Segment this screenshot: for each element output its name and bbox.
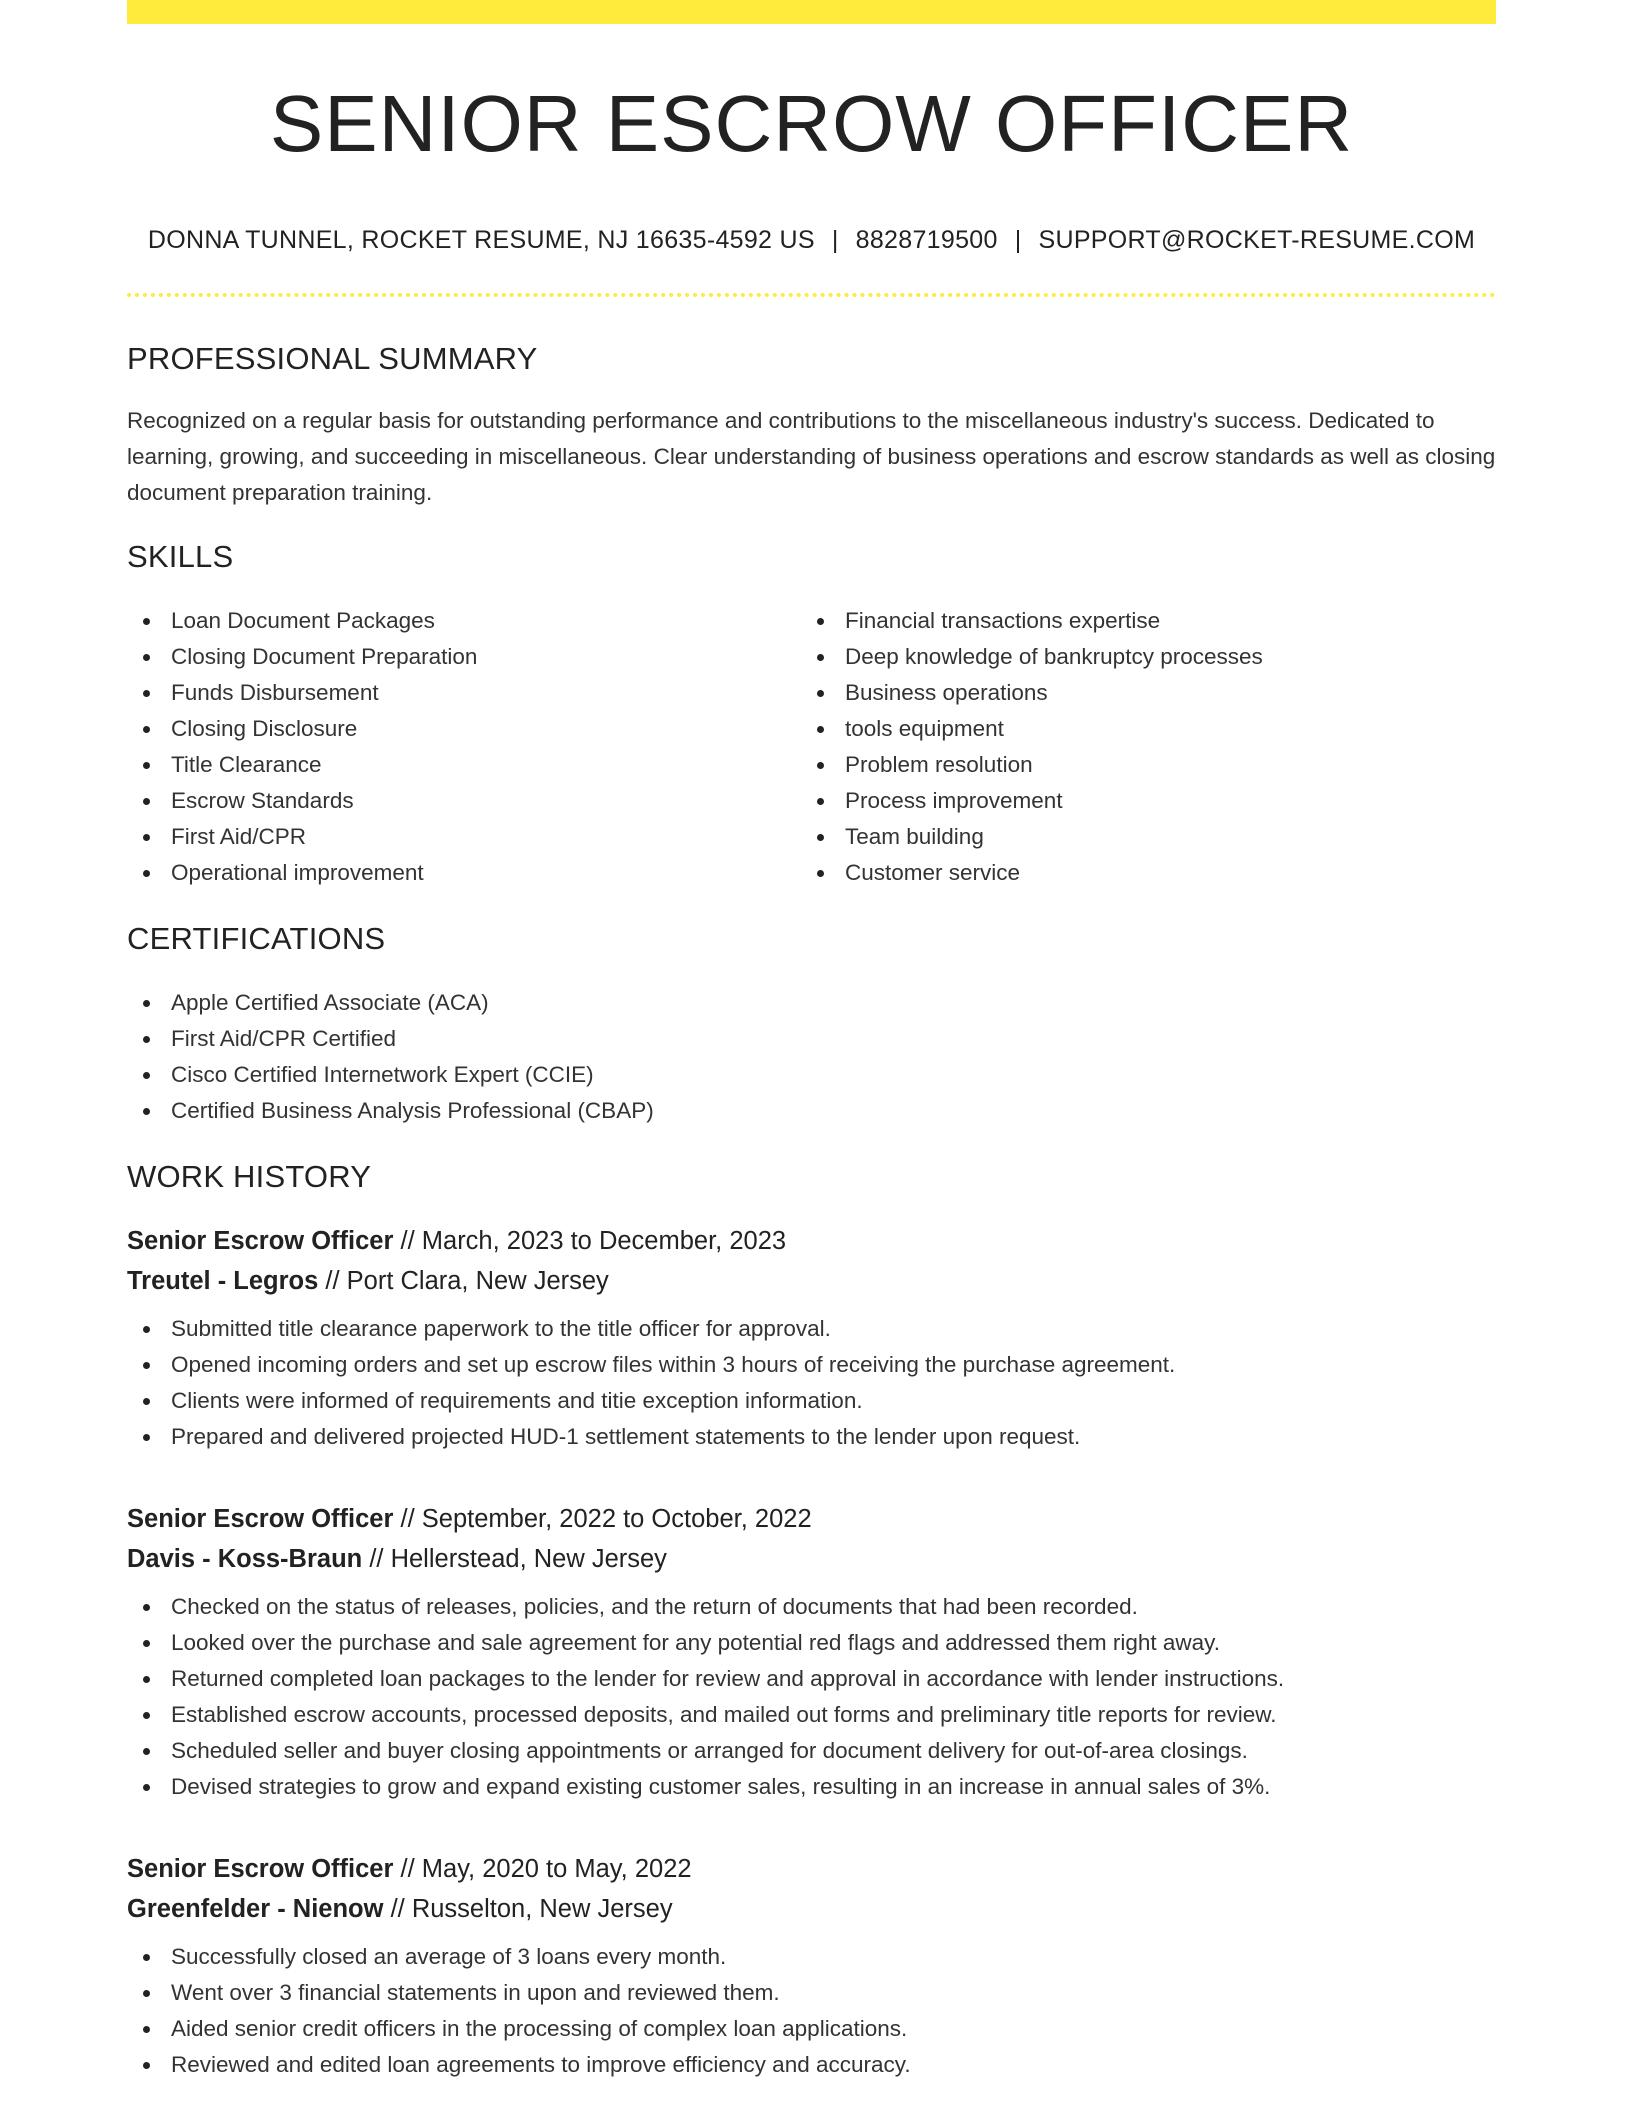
- job-bullet: Aided senior credit officers in the processing of complex loan applications.: [127, 2011, 1496, 2047]
- job-bullet: Looked over the purchase and sale agreement for any potential red flags and addressed them right away.: [127, 1625, 1496, 1661]
- certification-item: Certified Business Analysis Professional (CBAP): [127, 1093, 1496, 1129]
- job-bullet: Reviewed and edited loan agreements to improve efficiency and accuracy.: [127, 2047, 1496, 2083]
- job-bullet: Went over 3 financial statements in upon and reviewed them.: [127, 1975, 1496, 2011]
- dotted-divider: [127, 293, 1496, 297]
- job-dates: // May, 2020 to May, 2022: [400, 1855, 692, 1883]
- skill-item: Financial transactions expertise: [801, 603, 1475, 639]
- skill-item: Title Clearance: [127, 747, 801, 783]
- job-title: Senior Escrow Officer: [127, 1855, 394, 1883]
- contact-separator: |: [831, 226, 839, 254]
- skill-item: Business operations: [801, 675, 1475, 711]
- job-bullet: Scheduled seller and buyer closing appointments or arranged for document delivery for out-of-area closings.: [127, 1733, 1496, 1769]
- summary-heading: PROFESSIONAL SUMMARY: [127, 341, 538, 376]
- resume-page: [127, 0, 1496, 2083]
- job-bullet: Submitted title clearance paperwork to the title officer for approval.: [127, 1311, 1496, 1347]
- contact-address: DONNA TUNNEL, ROCKET RESUME, NJ 16635-4592 US: [147, 226, 815, 254]
- job-company-line: [127, 1889, 1496, 1929]
- skill-item: Loan Document Packages: [127, 603, 801, 639]
- skill-item: Process improvement: [801, 783, 1475, 819]
- job-bullets: [127, 1939, 1496, 2083]
- skills-heading: SKILLS: [127, 539, 234, 574]
- job-dates: // March, 2023 to December, 2023: [400, 1227, 787, 1255]
- job-bullet: Returned completed loan packages to the lender for review and approval in accordance with lender instructions.: [127, 1661, 1496, 1697]
- skill-item: Team building: [801, 819, 1475, 855]
- skill-item: Closing Disclosure: [127, 711, 801, 747]
- contact-phone: 8828719500: [855, 226, 998, 254]
- certification-item: Cisco Certified Internetwork Expert (CCIE): [127, 1057, 1496, 1093]
- certification-item: Apple Certified Associate (ACA): [127, 985, 1496, 1021]
- job-entry: [127, 1849, 1496, 2083]
- job-title-line: [127, 1849, 1496, 1889]
- job-location: // Port Clara, New Jersey: [325, 1267, 609, 1295]
- skill-item: tools equipment: [801, 711, 1475, 747]
- skill-item: Deep knowledge of bankruptcy processes: [801, 639, 1475, 675]
- skill-item: Problem resolution: [801, 747, 1475, 783]
- summary-text: Recognized on a regular basis for outstanding performance and contributions to the miscellaneous industry's success. Dedicated to learning, growing, and succeeding in miscellaneous. Clear understanding of business operations and escrow standards as well as closing document preparation training.: [127, 408, 1496, 505]
- job-company: Treutel - Legros: [127, 1267, 319, 1295]
- job-company-line: [127, 1261, 1496, 1301]
- job-dates: // September, 2022 to October, 2022: [400, 1505, 812, 1533]
- certifications-section: [127, 921, 1496, 1129]
- skill-item: Funds Disbursement: [127, 675, 801, 711]
- job-bullets: [127, 1311, 1496, 1455]
- job-entry: [127, 1221, 1496, 1455]
- certification-item: First Aid/CPR Certified: [127, 1021, 1496, 1057]
- skill-item: Operational improvement: [127, 855, 801, 891]
- job-title-line: [127, 1221, 1496, 1261]
- certifications-heading: CERTIFICATIONS: [127, 921, 386, 956]
- job-bullet: Opened incoming orders and set up escrow files within 3 hours of receiving the purchase agreement.: [127, 1347, 1496, 1383]
- contact-line: [127, 226, 1496, 255]
- job-title: Senior Escrow Officer: [127, 1505, 394, 1533]
- job-title-line: [127, 1499, 1496, 1539]
- job-bullet: Checked on the status of releases, policies, and the return of documents that had been recorded.: [127, 1589, 1496, 1625]
- skill-item: Customer service: [801, 855, 1475, 891]
- page-title: SENIOR ESCROW OFFICER: [269, 79, 1354, 168]
- certifications-list: [127, 985, 1496, 1129]
- contact-separator: |: [1014, 226, 1022, 254]
- job-company: Davis - Koss-Braun: [127, 1545, 363, 1573]
- job-location: // Hellerstead, New Jersey: [369, 1545, 667, 1573]
- skills-grid: [127, 603, 1496, 891]
- job-bullet: Clients were informed of requirements and titie exception information.: [127, 1383, 1496, 1419]
- skill-item: First Aid/CPR: [127, 819, 801, 855]
- job-company-line: [127, 1539, 1496, 1579]
- skills-section: [127, 539, 1496, 891]
- job-entry: [127, 1499, 1496, 1805]
- job-bullet: Devised strategies to grow and expand existing customer sales, resulting in an increase in annual sales of 3%.: [127, 1769, 1496, 1805]
- work-history-section: [127, 1159, 1496, 2083]
- accent-bar: [127, 0, 1496, 24]
- job-bullet: Prepared and delivered projected HUD-1 settlement statements to the lender upon request.: [127, 1419, 1496, 1455]
- job-bullets: [127, 1589, 1496, 1805]
- summary-section: [127, 341, 1496, 511]
- job-title: Senior Escrow Officer: [127, 1227, 394, 1255]
- skill-item: Closing Document Preparation: [127, 639, 801, 675]
- job-location: // Russelton, New Jersey: [390, 1895, 673, 1923]
- job-bullet: Successfully closed an average of 3 loans every month.: [127, 1939, 1496, 1975]
- job-bullet: Established escrow accounts, processed deposits, and mailed out forms and preliminary title reports for review.: [127, 1697, 1496, 1733]
- job-company: Greenfelder - Nienow: [127, 1895, 384, 1923]
- skill-item: Escrow Standards: [127, 783, 801, 819]
- skills-list-left: [127, 603, 801, 891]
- skills-list-right: [801, 603, 1475, 891]
- work-history-heading: WORK HISTORY: [127, 1159, 372, 1194]
- contact-email: SUPPORT@ROCKET-RESUME.COM: [1038, 226, 1476, 254]
